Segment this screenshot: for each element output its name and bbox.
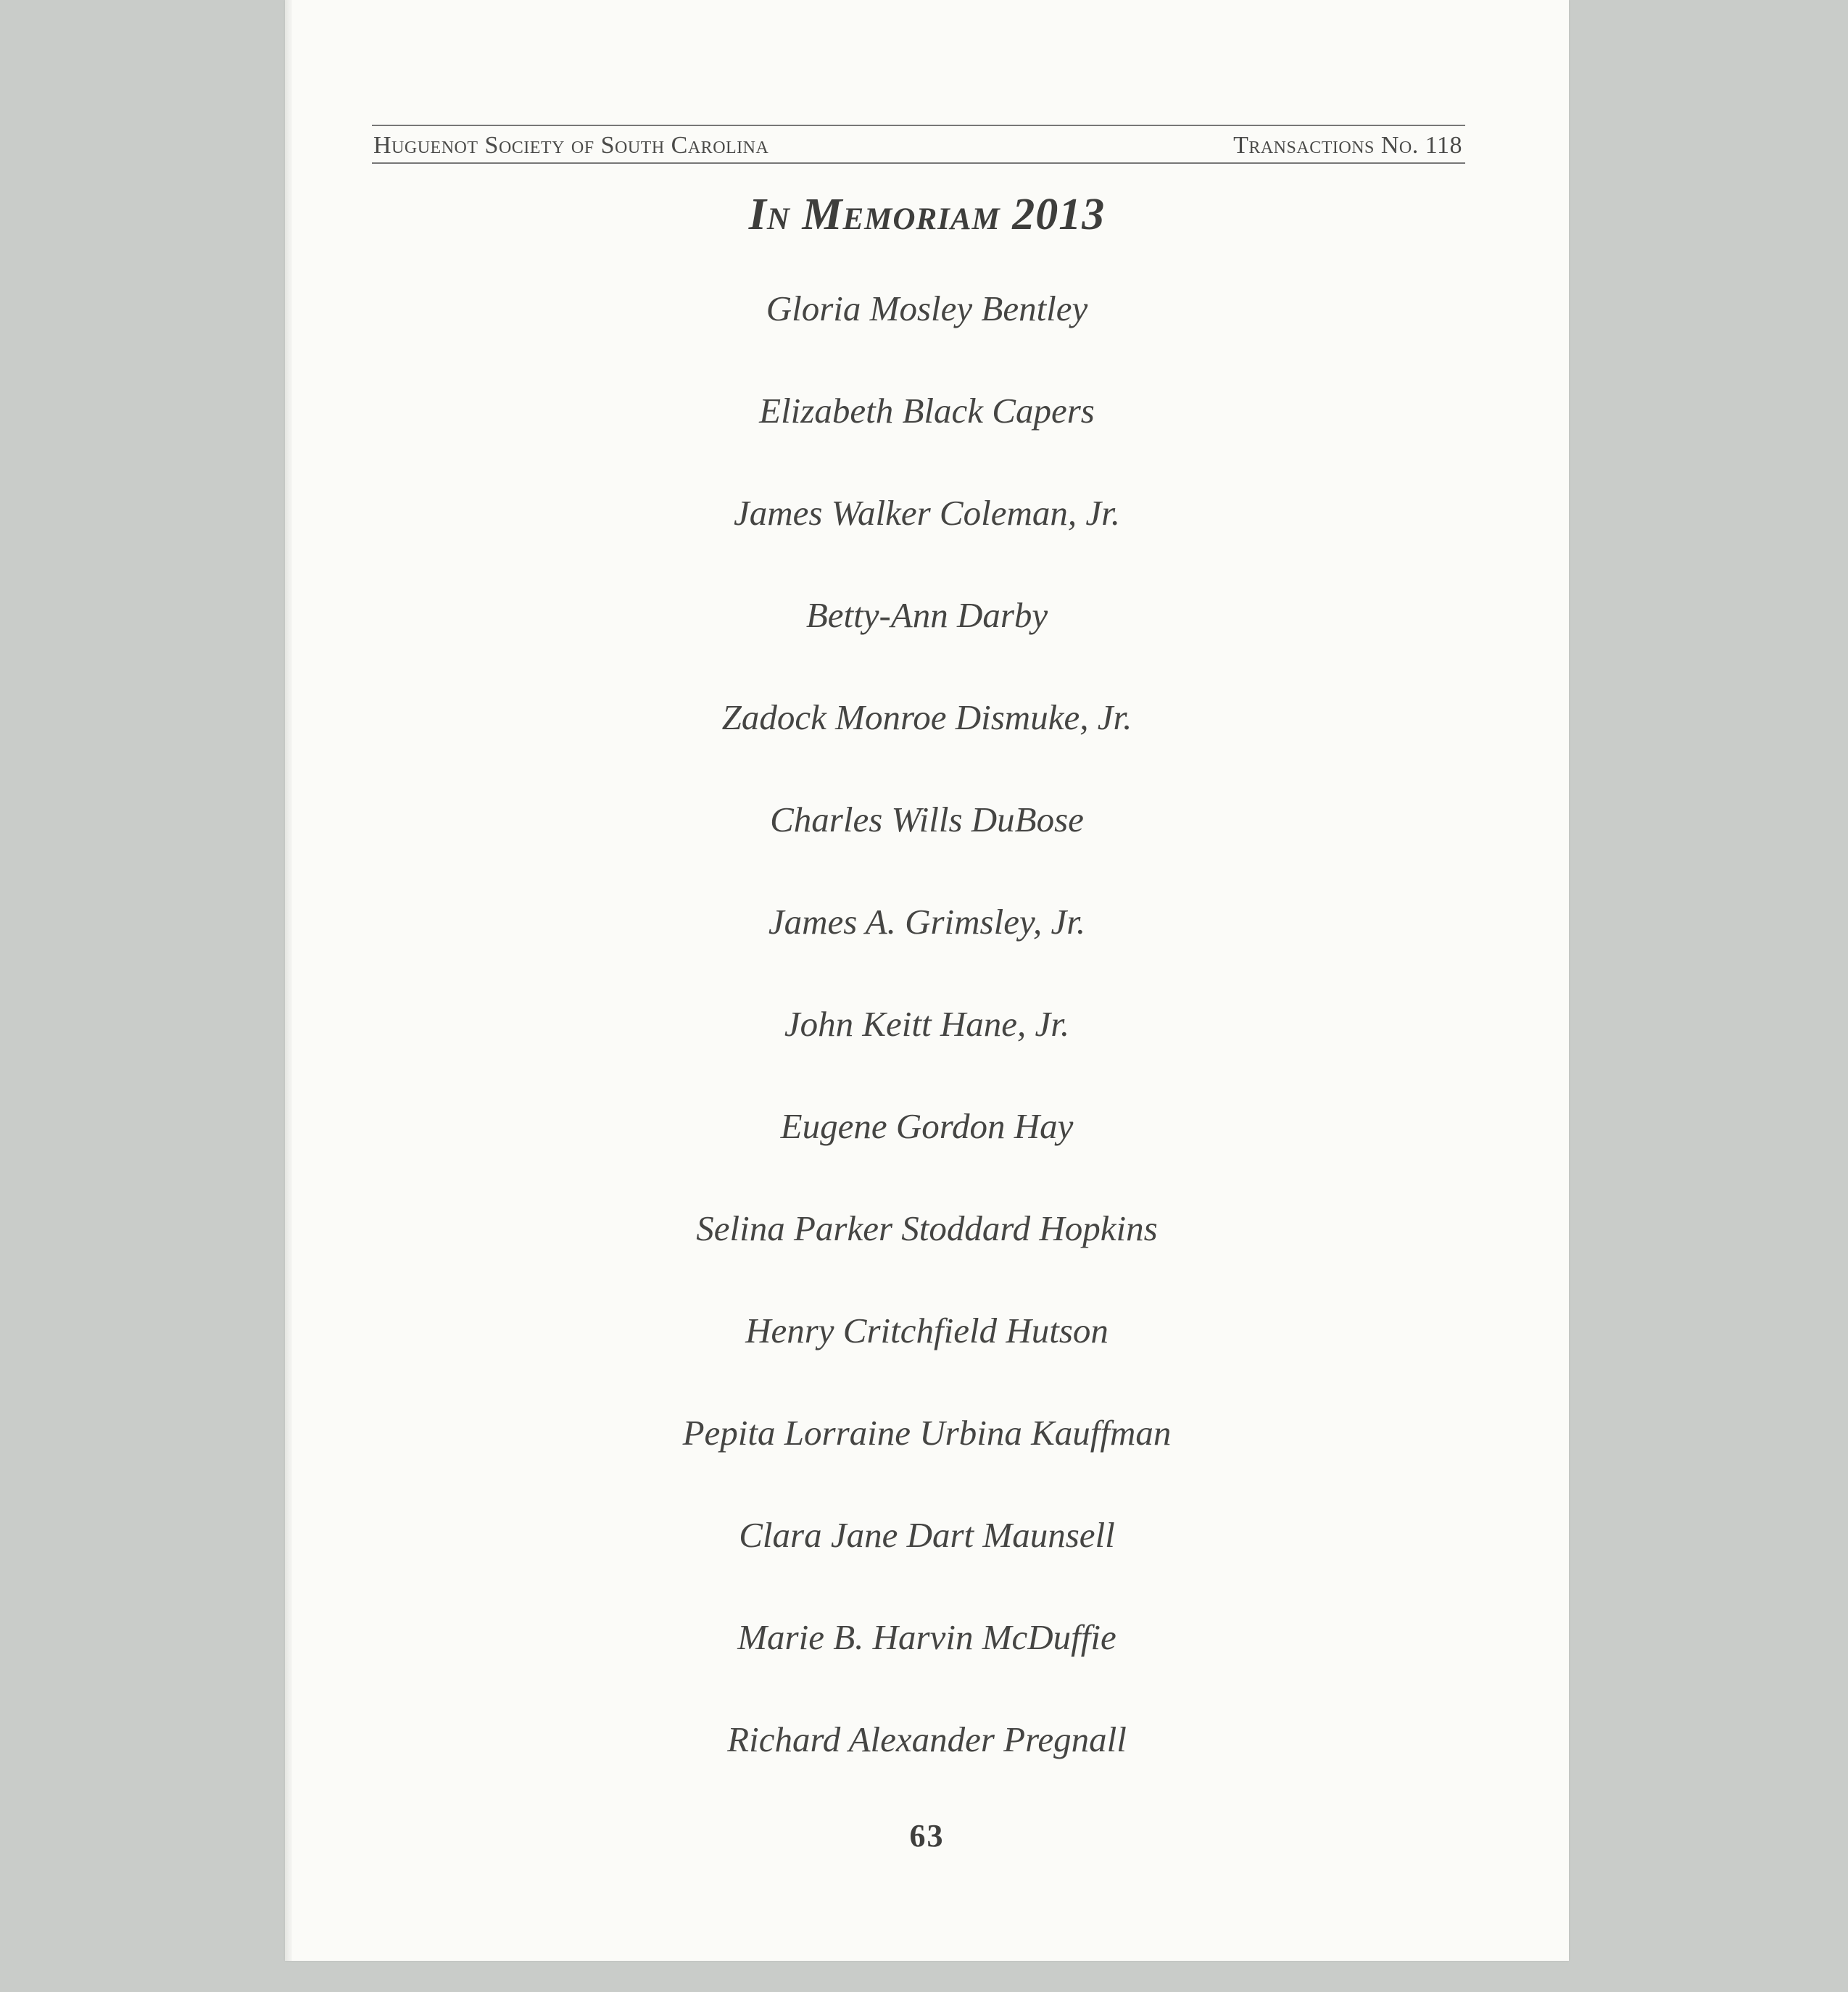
memorial-name: James Walker Coleman, Jr.	[733, 493, 1121, 533]
memorial-name: Gloria Mosley Bentley	[766, 289, 1088, 328]
running-head-transactions: Transactions No. 118	[1233, 132, 1462, 159]
running-head-society: Huguenot Society of South Carolina	[373, 132, 769, 159]
page-title: In Memoriam 2013	[748, 190, 1106, 239]
memorial-name: Pepita Lorraine Urbina Kauffman	[682, 1413, 1172, 1453]
running-head	[372, 125, 1465, 164]
memorial-name: John Keitt Hane, Jr.	[784, 1004, 1070, 1044]
memorial-name: Zadock Monroe Dismuke, Jr.	[721, 697, 1132, 737]
page-number: 63	[909, 1818, 945, 1854]
memorial-name: Marie B. Harvin McDuffie	[737, 1617, 1116, 1657]
memorial-name-list	[285, 278, 1569, 1812]
memorial-name: Eugene Gordon Hay	[780, 1106, 1074, 1146]
memorial-name: Betty-Ann Darby	[805, 595, 1048, 635]
memorial-name: James A. Grimsley, Jr.	[768, 902, 1086, 942]
memorial-name: Elizabeth Black Capers	[759, 391, 1095, 431]
memorial-name: Selina Parker Stoddard Hopkins	[696, 1208, 1158, 1248]
memorial-name: Charles Wills DuBose	[770, 800, 1084, 839]
memorial-name: Clara Jane Dart Maunsell	[739, 1515, 1115, 1555]
memorial-name: Henry Critchfield Hutson	[745, 1311, 1109, 1350]
memorial-name: Richard Alexander Pregnall	[727, 1719, 1127, 1759]
